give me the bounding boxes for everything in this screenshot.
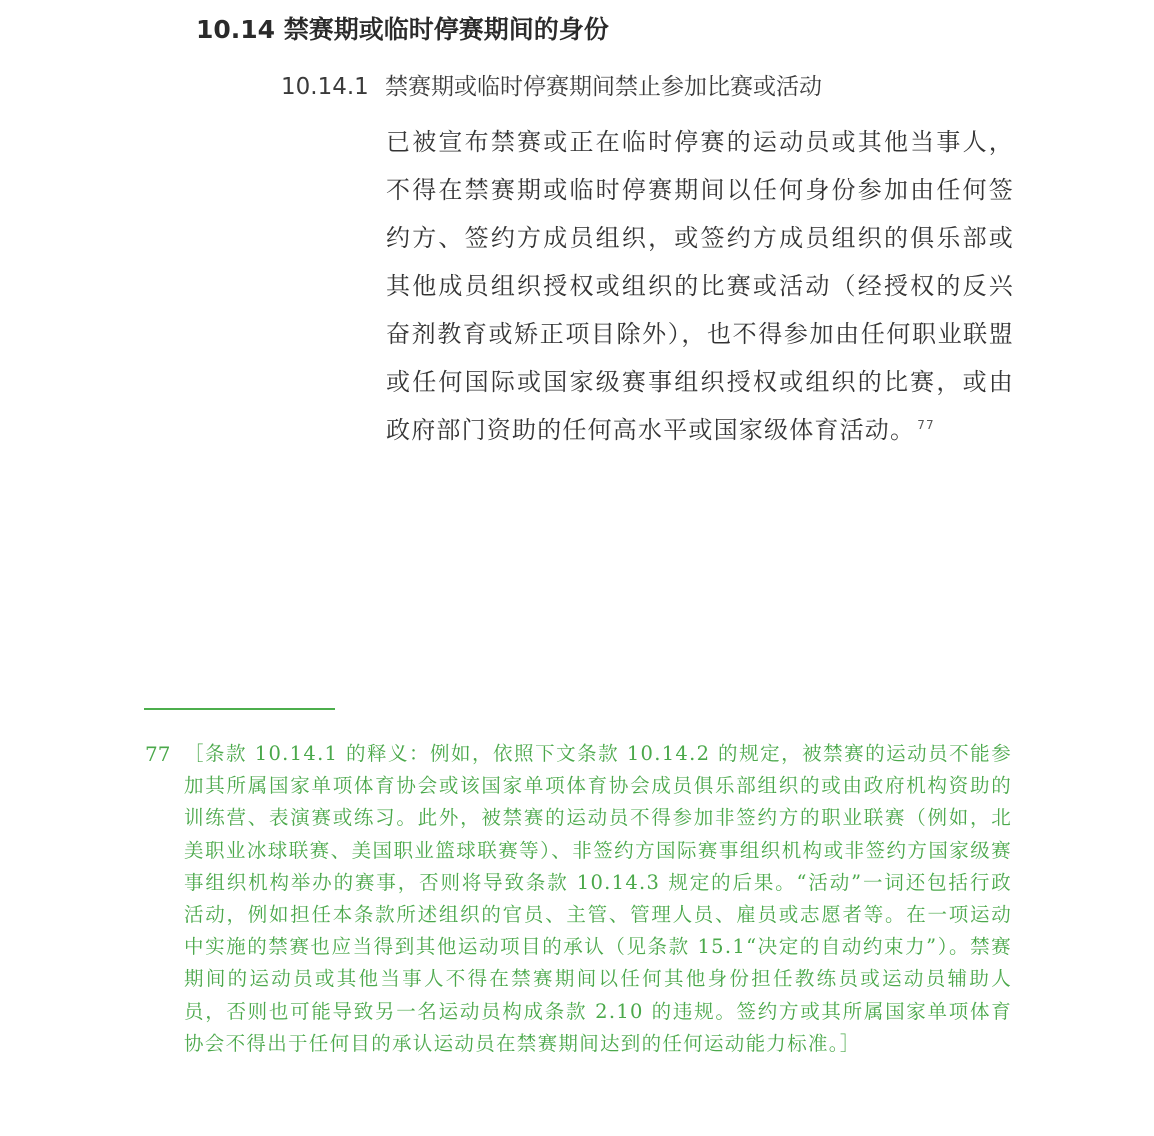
footnote-text: ［条款 10.14.1 的释义：例如，依照下文条款 10.14.2 的规定，被禁赛的运动员不能参加其所属国家单项体育协会或该国家单项体育协会成员俱乐部组织的或由政府机构资助的训练营、表演赛或练习。此外，被禁赛的运动员不得参加非签约方的职业联赛（例如，北美职业冰球联赛、美国职业篮球联赛等）、非签约方国际赛事组织机构或非签约方国家级赛事组织机构举办的赛事，否则将导致条款 10.14.3 规定的后果。“活动”一词还包括行政活动，例如担任本条款所述组织的官员、主管、管理人员、雇员或志愿者等。在一项运动中实施的禁赛也应当得到其他运动项目的承认（见条款 15.1“决定的自动约束力”）。禁赛期间的运动员或其他当事人不得在禁赛期间以任何其他身份担任教练员或运动员辅助人员，否则也可能导致另一名运动员构成条款 2.10 的违规。签约方或其所属国家单项体育协会不得出于任何目的承认运动员在禁赛期间达到的任何运动能力标准。］ <box>184 742 1012 1055</box>
footnote-number: 77 <box>145 742 171 766</box>
footnote-separator <box>144 708 335 710</box>
subsection-number: 10.14.1 <box>281 74 369 100</box>
body-paragraph <box>386 118 1014 454</box>
section-heading: 10.14 禁赛期或临时停赛期间的身份 <box>196 15 609 44</box>
footnote-reference[interactable]: 77 <box>917 418 935 432</box>
subsection-heading <box>281 68 822 106</box>
body-paragraph-text: 已被宣布禁赛或正在临时停赛的运动员或其他当事人，不得在禁赛期或临时停赛期间以任何身份参加由任何签约方、签约方成员组织，或签约方成员组织的俱乐部或其他成员组织授权或组织的比赛或活动（经授权的反兴奋剂教育或矫正项目除外），也不得参加由任何职业联盟或任何国际或国家级赛事组织授权或组织的比赛，或由政府部门资助的任何高水平或国家级体育活动。 <box>386 128 1014 444</box>
subsection-title: 禁赛期或临时停赛期间禁止参加比赛或活动 <box>385 74 822 100</box>
